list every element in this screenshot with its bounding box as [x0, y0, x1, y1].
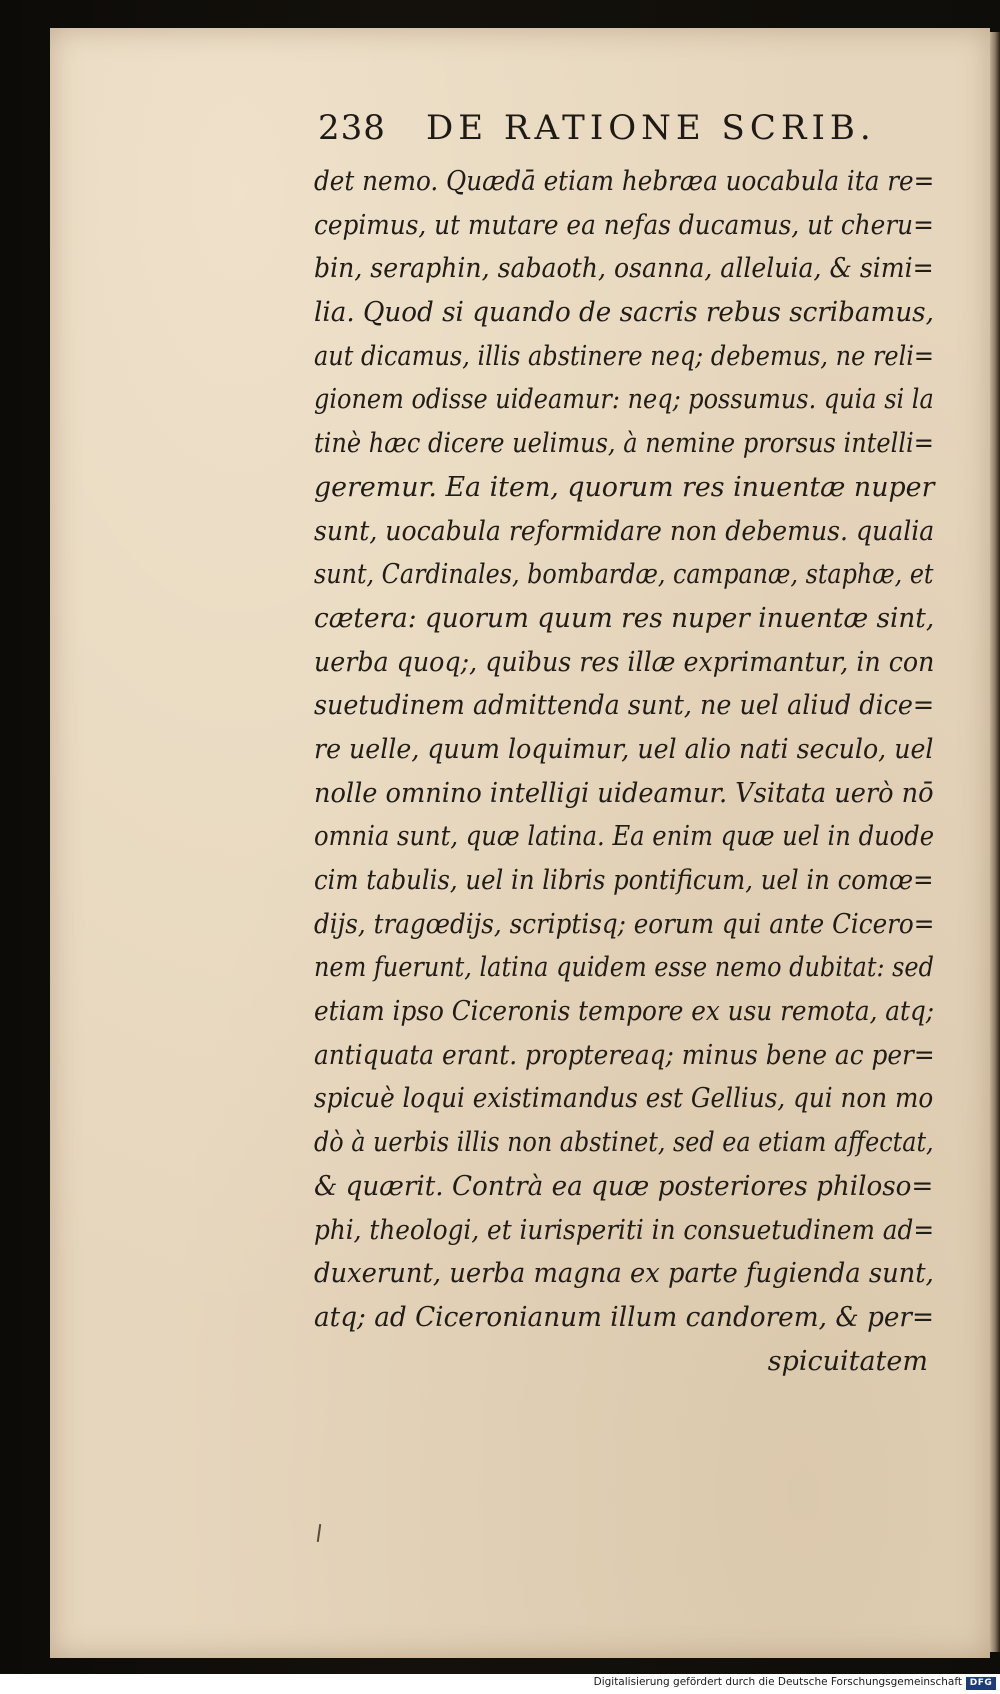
- body-text: [314, 160, 934, 1383]
- text-line: re uelle, quum loquimur, uel alio nati seculo, uel: [314, 733, 934, 765]
- page-number: 238: [318, 108, 386, 148]
- text-line: phi, theologi, et iurisperiti in consuetudinem ad=: [314, 1214, 935, 1246]
- text-line: nem fuerunt, latina quidem esse nemo dubitat: sed: [314, 952, 934, 984]
- text-line: suetudinem admittenda sunt, ne uel aliud dice=: [314, 690, 935, 722]
- text-line: antiquata erant. proptereaq; minus bene ac per=: [314, 1039, 935, 1071]
- text-line: dijs, tragœdijs, scriptisq; eorum qui ante Cicero=: [314, 908, 935, 940]
- text-line: duxerunt, uerba magna ex parte fugienda sunt,: [314, 1258, 934, 1290]
- text-line: geremur. Ea item, quorum res inuentæ nuper: [314, 471, 935, 503]
- page-header: [318, 108, 918, 156]
- text-line: cim tabulis, uel in libris pontificum, uel in comœ=: [314, 865, 934, 896]
- text-line: atq; ad Ciceronianum illum candorem, & per=: [314, 1301, 934, 1333]
- text-line: sunt, Cardinales, bombardæ, campanæ, staphæ, et: [314, 559, 934, 591]
- text-line: tinè hæc dicere uelimus, à nemine prorsus intelli=: [314, 428, 934, 460]
- text-line: uerba quoq;, quibus res illæ exprimantur, in con: [314, 646, 935, 678]
- text-line: etiam ipso Ciceronis tempore ex usu remota, atq;: [314, 996, 935, 1028]
- text-line: bin, seraphin, sabaoth, osanna, alleluia, & simi=: [314, 253, 934, 285]
- text-line: cepimus, ut mutare ea nefas ducamus, ut cheru=: [314, 209, 934, 241]
- text-line: det nemo. Quædā etiam hebræa uocabula ita re=: [314, 166, 935, 197]
- text-line: sunt, uocabula reformidare non debemus. qualia: [314, 515, 935, 547]
- running-title: DE RATIONE SCRIB.: [426, 108, 876, 148]
- text-line: cætera: quorum quum res nuper inuentæ sint,: [314, 602, 935, 634]
- text-line: aut dicamus, illis abstinere neq; debemus, ne reli=: [314, 340, 935, 372]
- text-line: lia. Quod si quando de sacris rebus scribamus,: [314, 297, 934, 329]
- page-edge: [990, 32, 1000, 1652]
- text-line: & quærit. Contrà ea quæ posteriores philoso=: [314, 1170, 934, 1202]
- text-line: spicuè loqui existimandus est Gellius, qui non mo: [314, 1083, 934, 1115]
- dfg-logo: DFG: [966, 1677, 996, 1690]
- funding-notice: Digitalisierung gefördert durch die Deutsche Forschungsgemeinschaft: [593, 1676, 962, 1688]
- text-line: omnia sunt, quæ latina. Ea enim quæ uel in duode: [314, 821, 935, 853]
- text-line: gionem odisse uideamur: neq; possumus. quia si la: [314, 384, 934, 416]
- text-line: dò à uerbis illis non abstinet, sed ea etiam affectat,: [314, 1127, 934, 1159]
- text-line: nolle omnino intelligi uideamur. Vsitata uerò nō: [314, 777, 934, 809]
- catchword: spicuitatem: [767, 1345, 928, 1377]
